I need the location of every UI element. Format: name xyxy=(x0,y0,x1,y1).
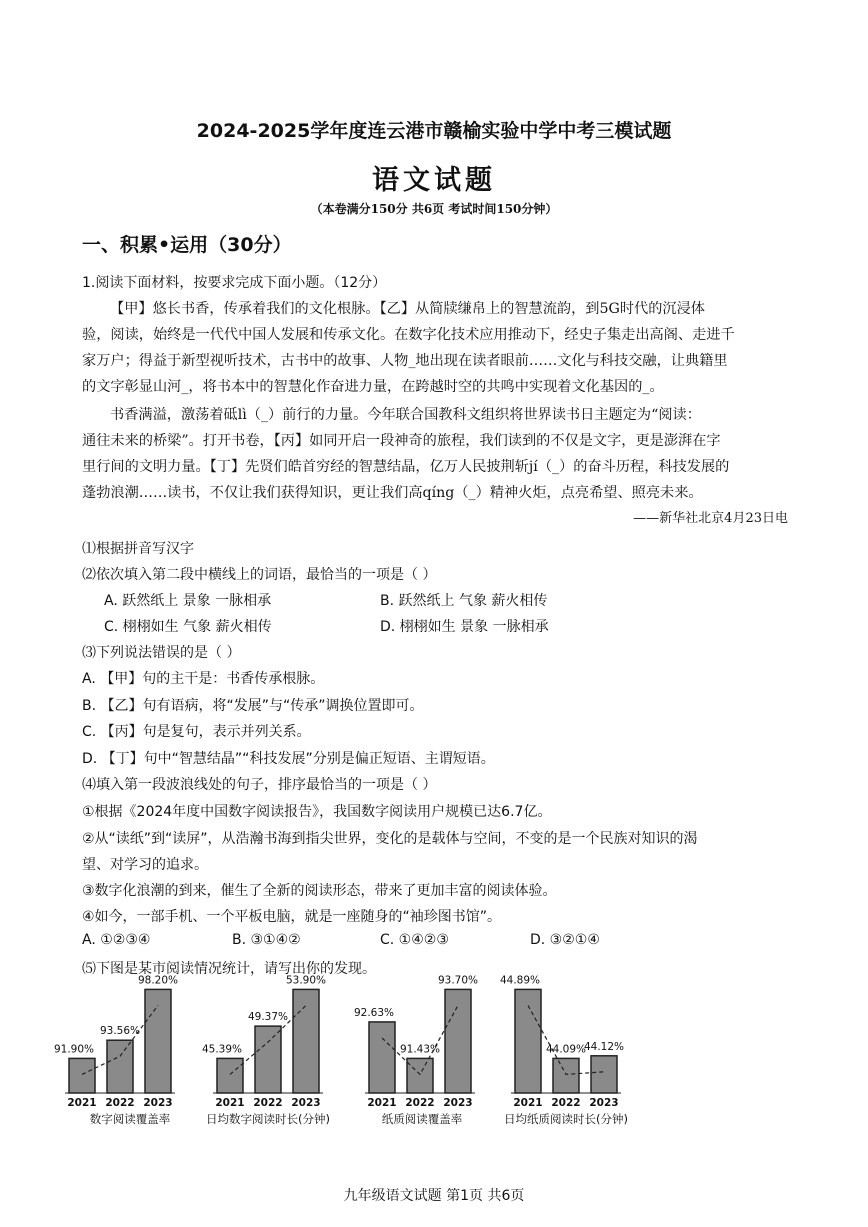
chart-bar xyxy=(293,989,319,1093)
exam-note: （本卷满分150分 共6页 考试时间150分钟） xyxy=(310,202,558,216)
chart-tick-label: 2023 xyxy=(589,1097,619,1109)
chart-data-label: 93.56% xyxy=(99,1025,141,1038)
chart-title: 日均纸质阅读时长(分钟) xyxy=(504,1112,628,1126)
option-d: D. 【丁】句中“智慧结晶”“科技发展”分别是偏正短语、主谓短语。 xyxy=(82,751,495,767)
chart-title: 纸质阅读覆盖率 xyxy=(381,1112,463,1126)
chart-tick-label: 2022 xyxy=(551,1097,581,1109)
chart-bar xyxy=(369,1022,395,1093)
sentence-4: ④如今，一部手机、一个平板电脑，就是一座随身的“袖珍图书馆”。 xyxy=(82,909,502,925)
sentence-1: ①根据《2024年度中国数字阅读报告》，我国数字阅读用户规模已达6.7亿。 xyxy=(82,804,552,820)
chart-tick-label: 2021 xyxy=(215,1097,245,1109)
option-b: B. ③①④② xyxy=(232,932,301,948)
sentence-3: ③数字化浪潮的到来，催生了全新的阅读形态，带来了更加丰富的阅读体验。 xyxy=(82,883,557,899)
chart-data-label: 93.70% xyxy=(437,974,479,987)
sentence-2: ②从“读纸”到“读屏”，从浩瀚书海到指尖世界，变化的是载体与空间，不变的是一个民族对知识的渴 xyxy=(82,831,698,847)
chart-bar xyxy=(255,1026,281,1093)
passage-line: 的文字彰显山河_，将书本中的智慧化作奋进力量，在跨越时空的共鸣中实现着文化基因的_。 xyxy=(82,379,664,395)
chart-bar xyxy=(69,1058,95,1093)
sub-question-1: ⑴根据拼音写汉字 xyxy=(82,541,194,557)
option-c: C. 栩栩如生 气象 薪火相传 xyxy=(104,619,272,635)
chart-data-label: 98.20% xyxy=(137,974,179,987)
sub-question-4: ⑷填入第一段波浪线处的句子，排序最恰当的一项是（ ） xyxy=(82,777,437,793)
passage-source: ——新华社北京4月23日电 xyxy=(633,511,788,526)
option-a: A. ①②③④ xyxy=(82,932,151,948)
option-d: D. 栩栩如生 景象 一脉相承 xyxy=(380,619,549,635)
chart-tick-label: 2023 xyxy=(443,1097,473,1109)
passage-line: 蓬勃浪潮……读书，不仅让我们获得知识，更让我们高qíng（_）精神火炬，点亮希望、照亮未来。 xyxy=(82,485,703,501)
chart-bar xyxy=(445,989,471,1093)
chart-tick-label: 2023 xyxy=(291,1097,321,1109)
chart-bar xyxy=(553,1058,579,1093)
chart-bar xyxy=(591,1056,617,1093)
subject-title: 语文试题 xyxy=(372,165,496,196)
chart-bar xyxy=(217,1058,243,1093)
chart-title: 日均数字阅读时长(分钟) xyxy=(206,1112,330,1126)
passage-line: 里行间的文明力量。【丁】先贤们皓首穷经的智慧结晶，亿万人民披荆斩jí（_）的奋斗历程，科技发展的 xyxy=(82,459,730,475)
chart-tick-label: 2022 xyxy=(405,1097,435,1109)
chart-tick-label: 2023 xyxy=(143,1097,173,1109)
chart-data-label: 45.39% xyxy=(201,1043,243,1056)
section-heading: 一、积累•运用（30分） xyxy=(82,234,292,256)
chart-bar xyxy=(145,989,171,1093)
passage-line: 【甲】悠长书香，传承着我们的文化根脉。【乙】从简牍缣帛上的智慧流韵，到5G时代的沉浸体 xyxy=(110,301,705,317)
chart-data-label: 92.63% xyxy=(353,1006,395,1019)
passage-line: 验，阅读，始终是一代代中国人发展和传承文化。在数字化技术应用推动下，经史子集走出高阁、走进千 xyxy=(82,327,735,343)
option-a: A. 【甲】句的主干是：书香传承根脉。 xyxy=(82,671,325,687)
chart-data-label: 44.12% xyxy=(583,1040,625,1053)
chart-tick-label: 2021 xyxy=(367,1097,397,1109)
chart-data-label: 91.90% xyxy=(53,1043,95,1056)
sub-question-5: ⑸下图是某市阅读情况统计，请写出你的发现。 xyxy=(82,961,376,977)
chart-tick-label: 2022 xyxy=(253,1097,283,1109)
question-prompt: 1.阅读下面材料，按要求完成下面小题。（12分） xyxy=(82,275,387,291)
exam-title: 2024-2025学年度连云港市赣榆实验中学中考三模试题 xyxy=(196,120,672,142)
option-b: B. 跃然纸上 气象 薪火相传 xyxy=(380,593,548,609)
sentence-2-cont: 望、对学习的追求。 xyxy=(82,857,208,873)
passage-line: 书香满溢，激荡着砥lì（_）前行的力量。今年联合国教科文组织将世界读书日主题定为“阅读： xyxy=(110,407,701,423)
chart-title: 数字阅读覆盖率 xyxy=(89,1112,171,1126)
chart-bar xyxy=(407,1058,433,1093)
sub-question-3: ⑶下列说法错误的是（ ） xyxy=(82,645,241,661)
chart-data-label: 44.89% xyxy=(499,974,541,987)
passage-line: 家万户；得益于新型视听技术，古书中的故事、人物_地出现在读者眼前……文化与科技交融，让典籍里 xyxy=(82,353,728,369)
chart-bar xyxy=(515,989,541,1093)
chart-data-label: 91.43% xyxy=(399,1043,441,1056)
sub-question-2: ⑵依次填入第二段中横线上的词语，最恰当的一项是（ ） xyxy=(82,567,437,583)
option-c: C. ①④②③ xyxy=(380,932,449,948)
chart-tick-label: 2021 xyxy=(513,1097,543,1109)
chart-tick-label: 2021 xyxy=(67,1097,97,1109)
chart-tick-label: 2022 xyxy=(105,1097,135,1109)
chart-data-label: 44.09% xyxy=(545,1043,587,1056)
chart-data-label: 53.90% xyxy=(285,974,327,987)
chart-data-label: 49.37% xyxy=(247,1011,289,1024)
option-c: C. 【丙】句是复句，表示并列关系。 xyxy=(82,724,311,740)
option-a: A. 跃然纸上 景象 一脉相承 xyxy=(104,593,272,609)
option-b: B. 【乙】句有语病，将“发展”与“传承”调换位置即可。 xyxy=(82,698,424,714)
chart-bar xyxy=(107,1040,133,1093)
page-footer: 九年级语文试题 第1页 共6页 xyxy=(343,1188,525,1204)
passage-line: 通往未来的桥梁”。打开书卷，【丙】如同开启一段神奇的旅程，我们读到的不仅是文字，更是澎湃在字 xyxy=(82,433,721,449)
option-d: D. ③②①④ xyxy=(530,932,600,948)
